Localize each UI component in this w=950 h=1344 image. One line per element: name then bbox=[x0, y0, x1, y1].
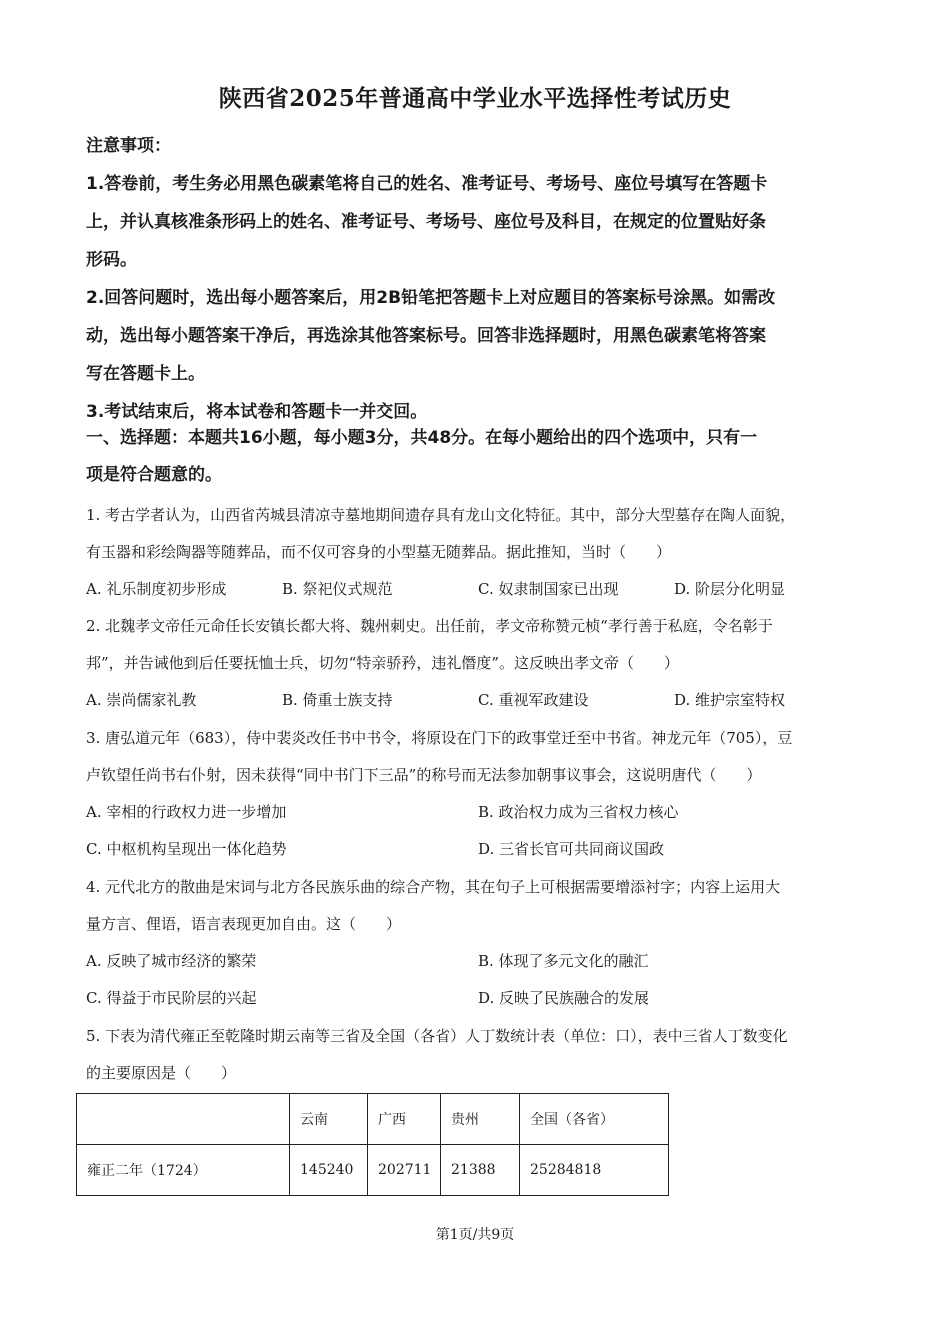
question-5 bbox=[86, 1018, 868, 1092]
table-row bbox=[77, 1145, 669, 1196]
question-text-line: 5. 下表为清代雍正至乾隆时期云南等三省及全国（各省）人丁数统计表（单位：口），表中三省人丁数变化 bbox=[86, 1027, 788, 1045]
question-text-line: 1. 考古学者认为，山西省芮城县清凉寺墓地期间遗存具有龙山文化特征。其中，部分大型墓存在陶人面貌， bbox=[86, 506, 796, 524]
option-b: B. 倚重士族支持 bbox=[282, 691, 393, 709]
question-text-line: 3. 唐弘道元年（683），侍中裴炎改任书中书令，将原设在门下的政事堂迁至中书省。神龙元年（705），豆 bbox=[86, 729, 793, 747]
notice-line: 形码。 bbox=[86, 250, 137, 270]
question-4-options-row1 bbox=[86, 943, 868, 980]
notice-line: 3.考试结束后，将本试卷和答题卡一并交回。 bbox=[86, 402, 428, 422]
section-heading bbox=[86, 420, 876, 494]
option-c: C. 奴隶制国家已出现 bbox=[478, 580, 619, 598]
question-1 bbox=[86, 497, 868, 571]
option-b: B. 政治权力成为三省权力核心 bbox=[478, 803, 679, 821]
notice-heading: 注意事项： bbox=[86, 136, 171, 156]
question-4-options-row2 bbox=[86, 980, 868, 1017]
option-c: C. 得益于市民阶层的兴起 bbox=[86, 989, 257, 1007]
option-d: D. 反映了民族融合的发展 bbox=[478, 989, 650, 1007]
question-text-line: 4. 元代北方的散曲是宋词与北方各民族乐曲的综合产物，其在句子上可根据需要增添衬字；内容上运用大 bbox=[86, 878, 781, 896]
population-table bbox=[76, 1093, 669, 1196]
question-2 bbox=[86, 608, 868, 682]
question-4 bbox=[86, 869, 868, 943]
table-header-cell: 全国（各省） bbox=[520, 1094, 669, 1145]
option-b: B. 祭祀仪式规范 bbox=[282, 580, 393, 598]
page-footer: 第1页/共9页 bbox=[435, 1227, 515, 1243]
option-c: C. 重视军政建设 bbox=[478, 691, 589, 709]
question-text-line: 2. 北魏孝文帝任元命任长安镇长都大将、魏州刺史。出任前，孝文帝称赞元桢“孝行善于私庭，令名彰于 bbox=[86, 617, 773, 635]
option-d: D. 阶层分化明显 bbox=[674, 580, 786, 598]
question-text-line: 量方言、俚语，语言表现更加自由。这（ ） bbox=[86, 915, 402, 933]
table-header-cell: 贵州 bbox=[441, 1094, 520, 1145]
question-3-options-row2 bbox=[86, 831, 868, 868]
table-header-row bbox=[77, 1094, 669, 1145]
question-3 bbox=[86, 720, 868, 794]
table-cell: 25284818 bbox=[520, 1145, 669, 1196]
table-cell: 雍正二年（1724） bbox=[77, 1145, 290, 1196]
table-header-cell bbox=[77, 1094, 290, 1145]
question-2-options bbox=[86, 682, 868, 719]
notice-line: 1.答卷前，考生务必用黑色碳素笔将自己的姓名、准考证号、考场号、座位号填写在答题卡 bbox=[86, 174, 768, 194]
option-c: C. 中枢机构呈现出一体化趋势 bbox=[86, 840, 287, 858]
option-a: A. 反映了城市经济的繁荣 bbox=[86, 952, 257, 970]
question-3-options-row1 bbox=[86, 794, 868, 831]
question-text-line: 邦”，并告诫他到后任要抚恤士兵，切勿“特亲骄矜，违礼僭度”。这反映出孝文帝（ ） bbox=[86, 654, 680, 672]
question-1-options bbox=[86, 571, 868, 608]
table-cell: 145240 bbox=[290, 1145, 368, 1196]
option-a: A. 崇尚儒家礼教 bbox=[86, 691, 197, 709]
exam-title: 陕西省2025年普通高中学业水平选择性考试历史 bbox=[218, 85, 732, 112]
table-header-cell: 广西 bbox=[368, 1094, 441, 1145]
option-b: B. 体现了多元文化的融汇 bbox=[478, 952, 649, 970]
section-line: 一、选择题：本题共16小题，每小题3分，共48分。在每小题给出的四个选项中，只有一 bbox=[86, 428, 758, 448]
option-d: D. 维护宗室特权 bbox=[674, 691, 786, 709]
table-header-cell: 云南 bbox=[290, 1094, 368, 1145]
notice-block bbox=[86, 127, 876, 431]
notice-line: 写在答题卡上。 bbox=[86, 364, 205, 384]
notice-line: 2.回答问题时，选出每小题答案后，用2B铅笔把答题卡上对应题目的答案标号涂黑。如需改 bbox=[86, 288, 776, 308]
table-cell: 202711 bbox=[368, 1145, 441, 1196]
question-text-line: 有玉器和彩绘陶器等随葬品，而不仅可容身的小型墓无随葬品。据此推知，当时（ ） bbox=[86, 543, 672, 561]
notice-line: 上，并认真核准条形码上的姓名、准考证号、考场号、座位号及科目，在规定的位置贴好条 bbox=[86, 212, 766, 232]
option-d: D. 三省长官可共同商议国政 bbox=[478, 840, 665, 858]
question-text-line: 的主要原因是（ ） bbox=[86, 1064, 237, 1082]
notice-line: 动，选出每小题答案干净后，再选涂其他答案标号。回答非选择题时，用黑色碳素笔将答案 bbox=[86, 326, 766, 346]
question-text-line: 卢钦望任尚书右仆射，因未获得“同中书门下三品”的称号而无法参加朝事议事会，这说明唐代（ ） bbox=[86, 766, 762, 784]
section-line: 项是符合题意的。 bbox=[86, 465, 222, 485]
option-a: A. 礼乐制度初步形成 bbox=[86, 580, 227, 598]
option-a: A. 宰相的行政权力进一步增加 bbox=[86, 803, 287, 821]
table-cell: 21388 bbox=[441, 1145, 520, 1196]
